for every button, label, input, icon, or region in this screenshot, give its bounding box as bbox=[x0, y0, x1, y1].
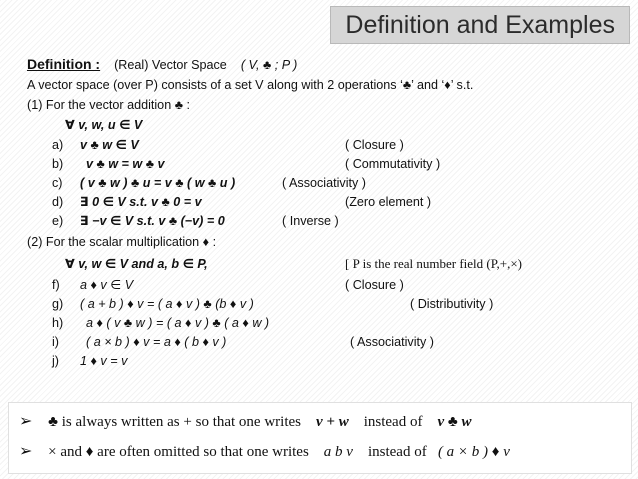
item-expr: v ♣ w = w ♣ v bbox=[86, 157, 165, 171]
item-note: ( Distributivity ) bbox=[410, 297, 494, 311]
item-label: i) bbox=[52, 335, 59, 349]
arrow-bullet-icon: ➢ bbox=[19, 443, 33, 460]
footer-text: ♣ is always written as + so that one writes bbox=[48, 414, 301, 430]
addition-forall: ∀ v, w, u ∈ V bbox=[65, 118, 143, 132]
definition-text: (Real) Vector Space bbox=[114, 58, 227, 72]
item-expr: ( a × b ) ♦ v = a ♦ ( b ♦ v ) bbox=[86, 335, 227, 349]
definition-label: Definition : bbox=[27, 56, 101, 72]
item-expr: ∃ −v ∈ V s.t. v ♣ (−v) = 0 bbox=[80, 214, 225, 228]
item-label: e) bbox=[52, 214, 64, 228]
footer-text: instead of bbox=[363, 414, 423, 430]
footer-line-1 bbox=[19, 411, 471, 431]
item-label: d) bbox=[52, 195, 64, 209]
footer-text: instead of bbox=[367, 444, 427, 460]
item-label: h) bbox=[52, 316, 64, 330]
item-note: ( Associativity ) bbox=[282, 176, 366, 190]
item-note: ( Inverse ) bbox=[282, 214, 339, 228]
footer-math: a b v bbox=[323, 444, 353, 460]
footer-math: v + w bbox=[316, 414, 349, 430]
item-expr: ∃ 0 ∈ V s.t. v ♣ 0 = v bbox=[80, 195, 202, 209]
item-label: a) bbox=[52, 138, 64, 152]
footer-text: × and ♦ are often omitted so that one writes bbox=[48, 444, 309, 460]
item-label: j) bbox=[52, 354, 59, 368]
scalar-header: (2) For the scalar multiplication ♦ : bbox=[27, 235, 217, 249]
footer-math: ( a × b ) ♦ v bbox=[437, 444, 510, 460]
definition-line bbox=[27, 56, 297, 73]
item-note: ( Closure ) bbox=[345, 138, 404, 152]
scalar-forall: ∀ v, w ∈ V and a, b ∈ P, bbox=[65, 257, 208, 271]
item-expr: ( a + b ) ♦ v = ( a ♦ v ) ♣ (b ♦ v ) bbox=[80, 297, 254, 311]
title-bar bbox=[330, 6, 630, 44]
page-title: Definition and Examples bbox=[345, 10, 615, 39]
footer-notes bbox=[8, 402, 632, 474]
item-expr: a ♦ ( v ♣ w ) = ( a ♦ v ) ♣ ( a ♦ w ) bbox=[86, 316, 270, 330]
item-label: f) bbox=[52, 278, 60, 292]
item-label: c) bbox=[52, 176, 63, 190]
item-note: (Zero element ) bbox=[345, 195, 432, 209]
field-note: [ P is the real number field (P,+,×) bbox=[345, 256, 523, 271]
item-note: ( Closure ) bbox=[345, 278, 404, 292]
addition-header: (1) For the vector addition ♣ : bbox=[27, 98, 190, 112]
item-expr: v ♣ w ∈ V bbox=[80, 138, 139, 152]
item-note: ( Associativity ) bbox=[350, 335, 434, 349]
footer-line-2 bbox=[19, 441, 510, 461]
item-expr: ( v ♣ w ) ♣ u = v ♣ ( w ♣ u ) bbox=[80, 176, 236, 190]
item-expr: a ♦ v ∈ V bbox=[80, 278, 134, 292]
item-label: g) bbox=[52, 297, 64, 311]
footer-math: v ♣ w bbox=[437, 414, 472, 430]
item-note: ( Commutativity ) bbox=[345, 157, 441, 171]
intro-text: A vector space (over P) consists of a set V along with 2 operations ‘♣’ and ‘♦’ s.t. bbox=[27, 78, 474, 92]
definition-tuple: ( V, ♣ ; P ) bbox=[240, 58, 298, 72]
arrow-bullet-icon: ➢ bbox=[19, 413, 33, 430]
item-expr: 1 ♦ v = v bbox=[80, 354, 128, 368]
item-label: b) bbox=[52, 157, 64, 171]
